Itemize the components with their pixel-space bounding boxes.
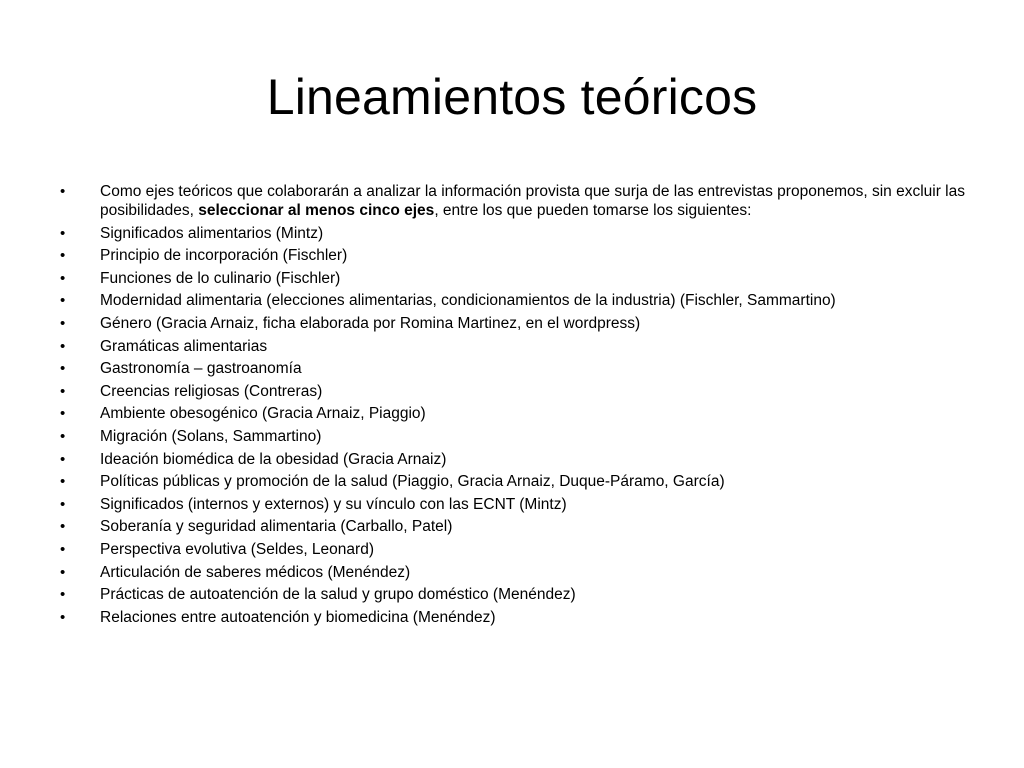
intro-text-end: , entre los que pueden tomarse los siguientes:	[434, 202, 752, 219]
list-item-intro	[60, 182, 970, 220]
list-item	[60, 427, 970, 446]
list-item-text: Gramáticas alimentarias	[100, 337, 268, 355]
list-item	[60, 291, 970, 310]
list-item	[60, 450, 970, 469]
bullet-list	[60, 182, 970, 630]
list-item	[60, 337, 970, 356]
list-item-text: Género (Gracia Arnaiz, ficha elaborada por Romina Martinez, en el wordpress)	[100, 314, 641, 332]
list-item	[60, 269, 970, 288]
list-item-text: Perspectiva evolutiva (Seldes, Leonard)	[100, 540, 374, 558]
list-item-text: Articulación de saberes médicos (Menéndez)	[100, 563, 411, 581]
list-item	[60, 517, 970, 536]
list-item	[60, 608, 970, 627]
list-item-text: Ambiente obesogénico (Gracia Arnaiz, Piaggio)	[100, 405, 426, 423]
list-item	[60, 246, 970, 265]
list-item	[60, 563, 970, 582]
list-item	[60, 314, 970, 333]
list-item	[60, 359, 970, 378]
list-item	[60, 540, 970, 559]
list-item-text: Funciones de lo culinario (Fischler)	[100, 269, 341, 287]
list-item	[60, 224, 970, 243]
list-item-text: Políticas públicas y promoción de la salud (Piaggio, Gracia Arnaiz, Duque-Páramo, García)	[100, 473, 725, 491]
list-item-text: Migración (Solans, Sammartino)	[100, 427, 322, 445]
list-item-text: Relaciones entre autoatención y biomedicina (Menéndez)	[100, 608, 496, 626]
slide-title: Lineamientos teóricos	[266, 69, 758, 125]
list-item-text: Modernidad alimentaria (elecciones alimentarias, condicionamientos de la industria) (Fischler, Sammartino)	[100, 292, 836, 310]
list-item-text: Ideación biomédica de la obesidad (Gracia Arnaiz)	[100, 450, 447, 468]
intro-text-start: Como ejes teóricos que colaborarán a analizar la información provista que surja de las entrevistas proponemos, sin excluir las posibilidades,	[100, 183, 965, 219]
intro-emphasis: seleccionar al menos cinco ejes	[198, 202, 435, 219]
list-item-text: Gastronomía – gastroanomía	[100, 360, 302, 378]
list-item	[60, 495, 970, 514]
list-item-text: Creencias religiosas (Contreras)	[100, 382, 323, 400]
list-item	[60, 404, 970, 423]
list-item	[60, 382, 970, 401]
list-item	[60, 472, 970, 491]
list-item-text: Principio de incorporación (Fischler)	[100, 247, 348, 265]
list-item-text: Significados alimentarios (Mintz)	[100, 224, 324, 242]
list-item-text: Soberanía y seguridad alimentaria (Carballo, Patel)	[100, 518, 453, 536]
list-item	[60, 585, 970, 604]
list-item-text: Prácticas de autoatención de la salud y grupo doméstico (Menéndez)	[100, 586, 576, 604]
list-item-text: Significados (internos y externos) y su vínculo con las ECNT (Mintz)	[100, 495, 567, 513]
